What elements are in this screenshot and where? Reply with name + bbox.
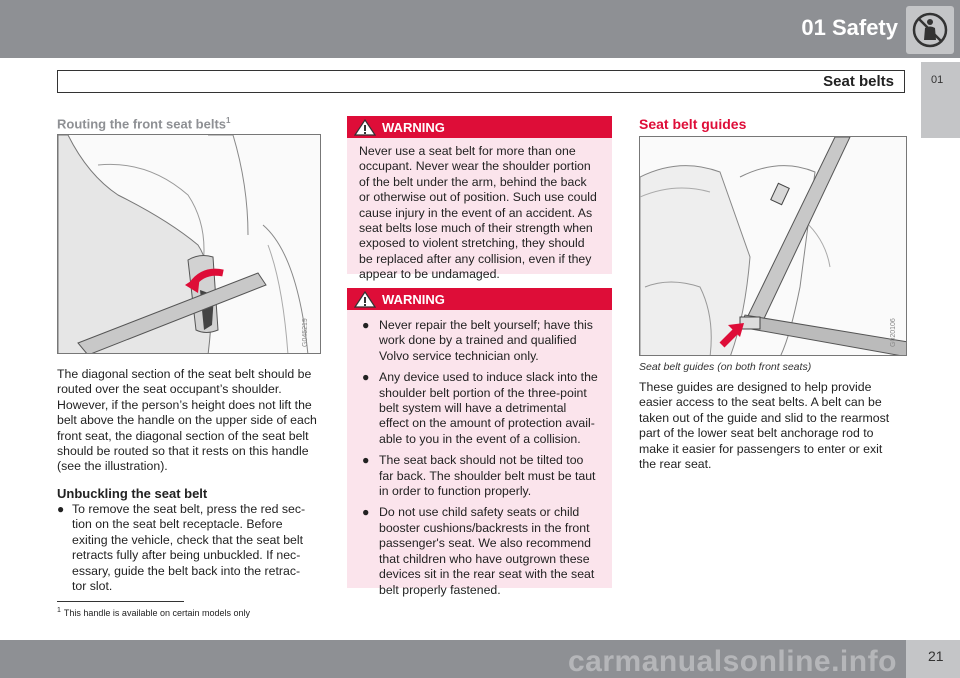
unbuckling-heading: Unbuckling the seat belt (57, 486, 208, 501)
warning-text: Never use a seat belt for more than one occupant. Never wear the shoulder portion of the belt under the arm, behind the back or otherwise out of position. Such use could cause injury in the event of an accident. As seat belts lose much of their strength when exposed to violent stretching, they should be replaced after any collision, even if they appear to be undamaged. (359, 144, 597, 282)
seat-belt-guide-illustration (640, 137, 907, 356)
routing-figure (57, 134, 321, 354)
unbuckling-bullet: ● To remove the seat belt, press the red sec- tion on the seat belt receptacle. Before exiting the vehicle, check that the seat belt retracts fully after being unbuckled. If nec- essary, guide the belt back into the retrac- tor slot. (57, 502, 306, 594)
warning-list-item: ● Any device used to induce slack into the shoulder belt portion of the three-point belt system will have a detrimental effect on the amount of protection avail- able to you in the event of a collision. (362, 370, 598, 446)
bullet-dot: ● (362, 370, 370, 385)
side-tab-label: 01 (931, 74, 944, 86)
routing-paragraph: The diagonal section of the seat belt should be routed over the seat occupant’s shoulder. However, if the person’s height does not lift the belt above the handle on the upper side of each front seat, the diagonal section of the seat belt should be routed so that it rests on this handle (see the illustration). (57, 367, 317, 474)
bullet-dot: ● (362, 453, 370, 468)
bullet-dot: ● (362, 505, 370, 520)
warning-header (347, 116, 612, 138)
page-number-box (906, 640, 960, 678)
chapter-side-tab (921, 62, 960, 138)
guides-caption: Seat belt guides (on both front seats) (639, 361, 812, 373)
warning-list-item: ● Never repair the belt yourself; have this work done by a trained and qualified Volvo service technician only. (362, 318, 593, 363)
figure-code: G020106 (890, 318, 897, 347)
warning-title: WARNING (382, 120, 445, 135)
page-number: 21 (928, 648, 944, 664)
warning-triangle-icon (354, 291, 376, 308)
figure-code: G045219 (302, 318, 309, 347)
guides-heading: Seat belt guides (639, 116, 747, 132)
routing-heading: Routing the front seat belts$^1$ (57, 116, 231, 132)
footnote-rule (57, 601, 184, 602)
seatbelt-icon (912, 12, 948, 48)
footnote: $^1$ This handle is available on certain models only (57, 607, 251, 618)
warning-list-item: ● Do not use child safety seats or child booster cushions/backrests in the front passenger's seat. We also recommend that children who have outgrown these devices sit in the rear seat with the seat belt properly fastened. (362, 505, 595, 597)
warning-list (347, 310, 612, 612)
seat-belt-routing-illustration (58, 135, 321, 354)
chapter-title: 01 Safety (801, 15, 898, 40)
guides-figure (639, 136, 907, 356)
bullet-dot: ● (57, 502, 65, 516)
bullet-dot: ● (362, 318, 370, 332)
guides-paragraph: These guides are designed to help provide easier access to the seat belts. A belt can be taken out of the guide and slid to the rearmost part of the lower seat belt anchorage rod to make it easier for passengers to enter or exit the rear seat. (639, 380, 890, 472)
warning-box-1 (347, 116, 612, 282)
watermark: carmanualsonline.info (568, 645, 897, 678)
footnote-ref: 1 (226, 116, 231, 125)
warning-box-2 (347, 288, 612, 597)
chapter-icon-box (906, 6, 954, 54)
warning-title: WARNING (382, 292, 445, 307)
warning-list-item: ● The seat back should not be tilted too far back. The shoulder belt must be taut in order to function properly. (362, 453, 596, 499)
warning-header (347, 288, 612, 310)
warning-triangle-icon (354, 119, 376, 136)
section-title: Seat belts (823, 73, 894, 90)
section-title-bar (57, 70, 905, 93)
